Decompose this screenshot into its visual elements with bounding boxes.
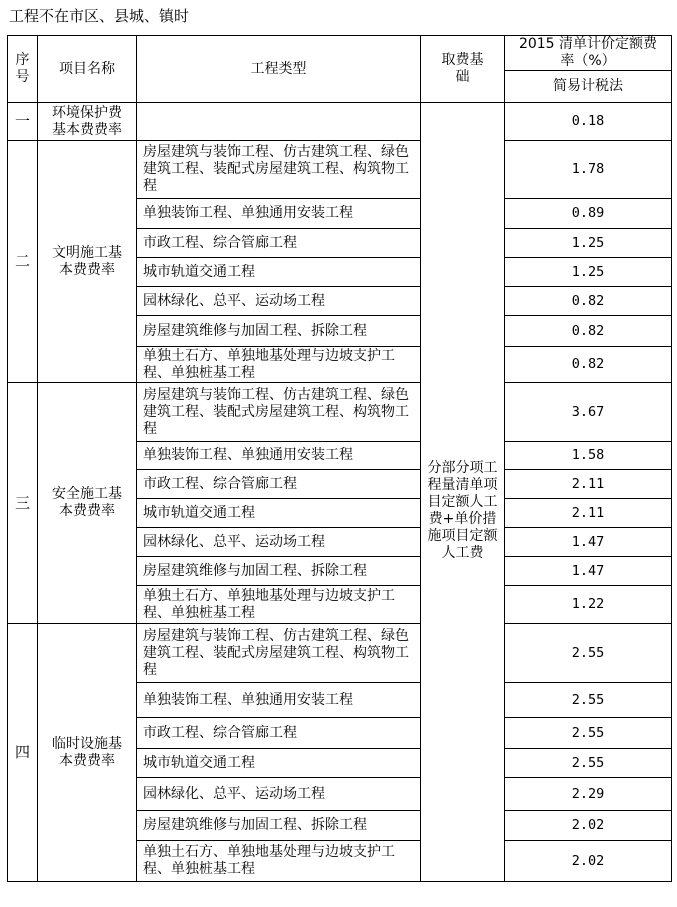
project-type-cell: 单独装饰工程、单独通用安装工程 <box>137 442 421 470</box>
project-type-cell: 市政工程、综合管廊工程 <box>137 229 421 258</box>
project-type-cell: 城市轨道交通工程 <box>137 749 421 778</box>
rate-value-cell: 0.82 <box>505 316 672 347</box>
project-type-cell: 城市轨道交通工程 <box>137 258 421 287</box>
fee-base-blank-cell <box>421 103 505 141</box>
project-type-cell: 房屋建筑与装饰工程、仿古建筑工程、绿色建筑工程、装配式房屋建筑工程、构筑物工程 <box>137 383 421 442</box>
table-row <box>8 383 672 442</box>
fee-rate-table <box>7 35 672 882</box>
rate-value-cell: 1.47 <box>505 528 672 557</box>
section-seq: 一 <box>8 103 38 141</box>
rate-value-cell: 1.47 <box>505 557 672 586</box>
project-type-cell: 房屋建筑与装饰工程、仿古建筑工程、绿色建筑工程、装配式房屋建筑工程、构筑物工程 <box>137 624 421 683</box>
rate-value-cell: 0.82 <box>505 287 672 316</box>
rate-value-cell: 2.11 <box>505 499 672 528</box>
rate-value-cell: 1.58 <box>505 442 672 470</box>
section-name: 临时设施基本费费率 <box>38 624 137 882</box>
rate-value-cell: 0.82 <box>505 347 672 383</box>
header-type: 工程类型 <box>137 36 421 103</box>
rate-value-cell: 1.78 <box>505 141 672 199</box>
page-caption: 工程不在市区、县城、镇时 <box>9 7 190 25</box>
header-rate: 2015 清单计价定额费率（%） <box>505 36 672 71</box>
fee-base-cell: 分部分项工程量清单项目定额人工费+单价措施项目定额人工费 <box>421 141 505 882</box>
section-seq: 四 <box>8 624 38 882</box>
section-name: 环境保护费基本费费率 <box>38 103 137 141</box>
rate-value-cell: 1.22 <box>505 586 672 624</box>
rate-value-cell: 2.11 <box>505 470 672 499</box>
table-row <box>8 624 672 683</box>
rate-value-cell: 2.55 <box>505 624 672 683</box>
rate-value-cell: 2.02 <box>505 841 672 882</box>
rate-value-cell: 3.67 <box>505 383 672 442</box>
rate-value-cell: 1.25 <box>505 229 672 258</box>
project-type-cell: 园林绿化、总平、运动场工程 <box>137 778 421 811</box>
header-method: 简易计税法 <box>505 71 672 103</box>
fee-rate-table-body <box>8 36 672 882</box>
project-type-cell: 单独装饰工程、单独通用安装工程 <box>137 683 421 718</box>
header-name: 项目名称 <box>38 36 137 103</box>
project-type-cell: 房屋建筑维修与加固工程、拆除工程 <box>137 316 421 347</box>
section-seq: 二 <box>8 141 38 383</box>
project-type-cell: 市政工程、综合管廊工程 <box>137 470 421 499</box>
table-row <box>8 103 672 141</box>
table-row <box>8 141 672 199</box>
project-type-cell: 单独土石方、单独地基处理与边坡支护工程、单独桩基工程 <box>137 841 421 882</box>
rate-value-cell: 0.89 <box>505 199 672 229</box>
header-seq <box>8 36 38 103</box>
project-type-cell <box>137 103 421 141</box>
project-type-cell: 房屋建筑与装饰工程、仿古建筑工程、绿色建筑工程、装配式房屋建筑工程、构筑物工程 <box>137 141 421 199</box>
header-base <box>421 36 505 103</box>
project-type-cell: 房屋建筑维修与加固工程、拆除工程 <box>137 811 421 841</box>
section-name: 安全施工基本费费率 <box>38 383 137 624</box>
project-type-cell: 单独土石方、单独地基处理与边坡支护工程、单独桩基工程 <box>137 586 421 624</box>
header-base-label: 取费基础 <box>441 52 484 85</box>
rate-value-cell: 2.55 <box>505 718 672 749</box>
project-type-cell: 单独土石方、单独地基处理与边坡支护工程、单独桩基工程 <box>137 347 421 383</box>
project-type-cell: 城市轨道交通工程 <box>137 499 421 528</box>
section-name: 文明施工基本费费率 <box>38 141 137 383</box>
rate-value-cell: 0.18 <box>505 103 672 141</box>
project-type-cell: 园林绿化、总平、运动场工程 <box>137 528 421 557</box>
rate-value-cell: 2.29 <box>505 778 672 811</box>
header-row <box>8 36 672 71</box>
section-seq: 三 <box>8 383 38 624</box>
project-type-cell: 市政工程、综合管廊工程 <box>137 718 421 749</box>
rate-value-cell: 2.55 <box>505 749 672 778</box>
header-seq-label: 序号 <box>15 52 30 85</box>
project-type-cell: 单独装饰工程、单独通用安装工程 <box>137 199 421 229</box>
rate-value-cell: 2.55 <box>505 683 672 718</box>
project-type-cell: 房屋建筑维修与加固工程、拆除工程 <box>137 557 421 586</box>
rate-value-cell: 2.02 <box>505 811 672 841</box>
project-type-cell: 园林绿化、总平、运动场工程 <box>137 287 421 316</box>
rate-value-cell: 1.25 <box>505 258 672 287</box>
